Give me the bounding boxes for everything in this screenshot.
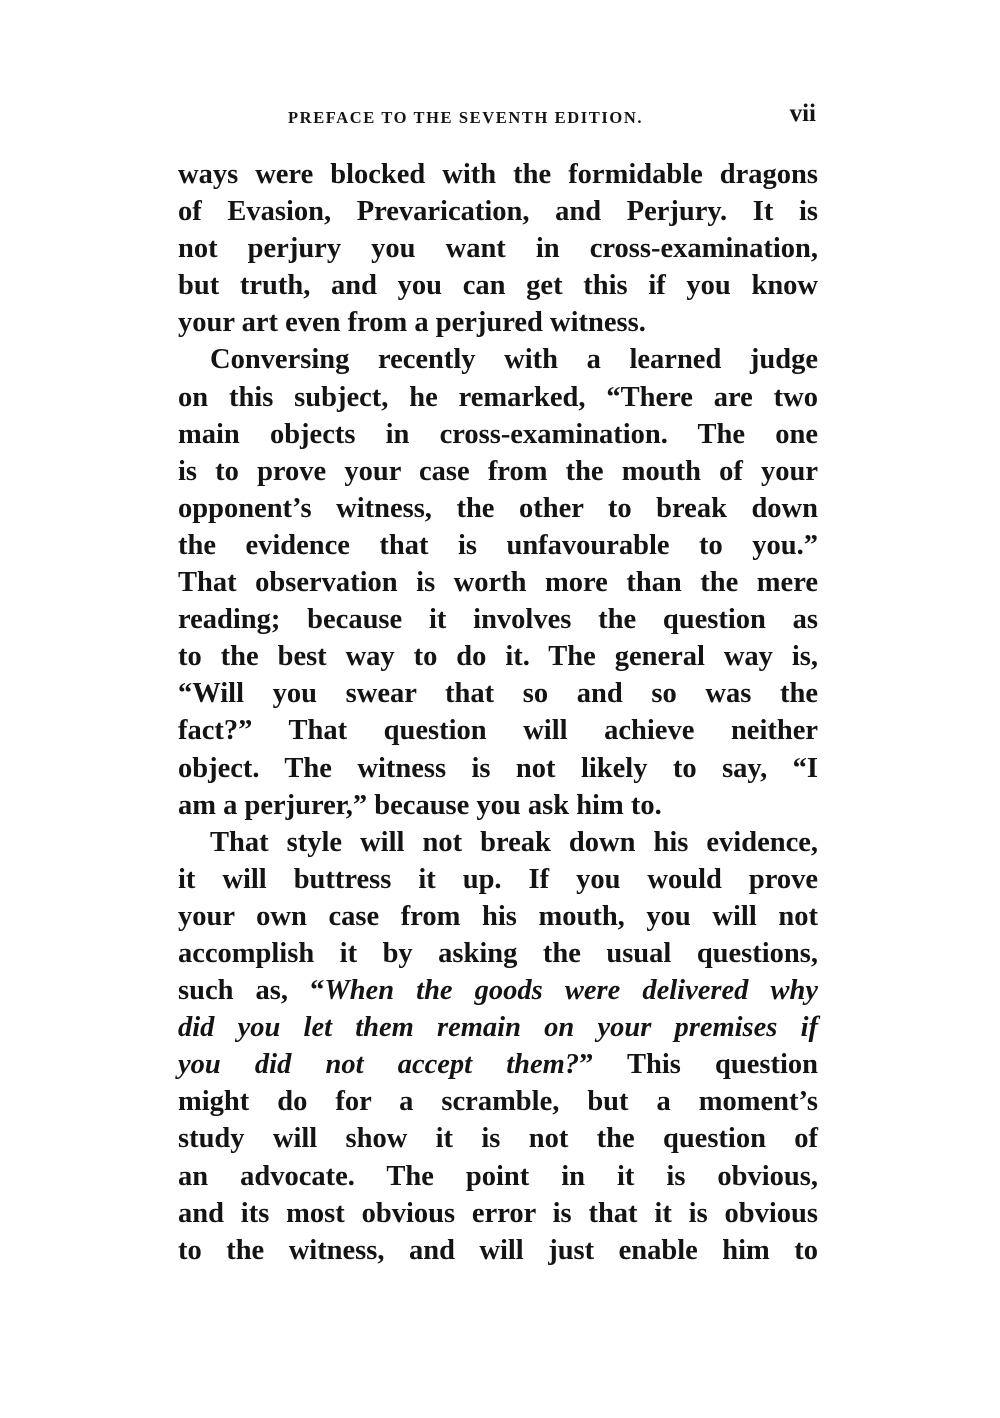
text-line: to the witness, and will just enable him to <box>178 1234 818 1266</box>
text-line-with-italic <box>178 1046 818 1083</box>
text-line: fact?” That question will achieve neither <box>178 715 818 747</box>
text-line: is to prove your case from the mouth of your <box>178 455 818 487</box>
text-line: and its most obvious error is that it is obvious <box>178 1197 818 1229</box>
text-line: to the best way to do it. The general way is, <box>178 641 818 673</box>
text-line: ways were blocked with the formidable dragons <box>178 159 818 190</box>
text-line: on this subject, he remarked, “There are two <box>178 381 818 413</box>
text-line-with-italic <box>178 972 818 1009</box>
italic-segment: you did not accept them? <box>178 1049 580 1081</box>
paragraph-start-line: That style will not break down his evidence, <box>210 826 818 858</box>
text-line: your own case from his mouth, you will not <box>178 900 818 932</box>
text-line: am a perjurer,” because you ask him to. <box>178 789 662 821</box>
text-line: of Evasion, Prevarication, and Perjury. It is <box>178 196 818 228</box>
text-line: an advocate. The point in it is obvious, <box>178 1160 818 1192</box>
page-number: vii <box>789 100 816 127</box>
text-line: but truth, and you can get this if you know <box>178 270 818 302</box>
text-line: “Will you swear that so and so was the <box>178 678 818 710</box>
text-line: it will buttress it up. If you would prove <box>178 863 818 895</box>
text-line: That observation is worth more than the mere <box>178 567 818 599</box>
italic-segment: When the goods were delivered why <box>324 975 818 1007</box>
plain-segment: such as, “ <box>178 975 325 1007</box>
italic-line <box>178 1009 818 1046</box>
text-line: not perjury you want in cross-examination, <box>178 233 818 265</box>
text-line: reading; because it involves the question as <box>178 604 818 636</box>
text-line: main objects in cross-examination. The one <box>178 418 818 450</box>
text-line: your art even from a perjured witness. <box>178 307 646 339</box>
text-line: study will show it is not the question of <box>178 1123 818 1155</box>
text-line: might do for a scramble, but a moment’s <box>178 1086 818 1118</box>
paragraph-start-line: Conversing recently with a learned judge <box>210 344 818 376</box>
italic-segment: did you let them remain on your premises if <box>178 1012 818 1044</box>
text-line: opponent’s witness, the other to break down <box>178 492 818 524</box>
running-header <box>178 100 818 132</box>
text-line: accomplish it by asking the usual questions, <box>178 937 818 969</box>
text-line: the evidence that is unfavourable to you.” <box>178 529 818 561</box>
plain-segment: ” This question <box>579 1049 818 1081</box>
body-text <box>178 156 818 1269</box>
text-line: object. The witness is not likely to say, “I <box>178 752 818 784</box>
running-title: PREFACE TO THE SEVENTH EDITION. <box>288 108 644 127</box>
